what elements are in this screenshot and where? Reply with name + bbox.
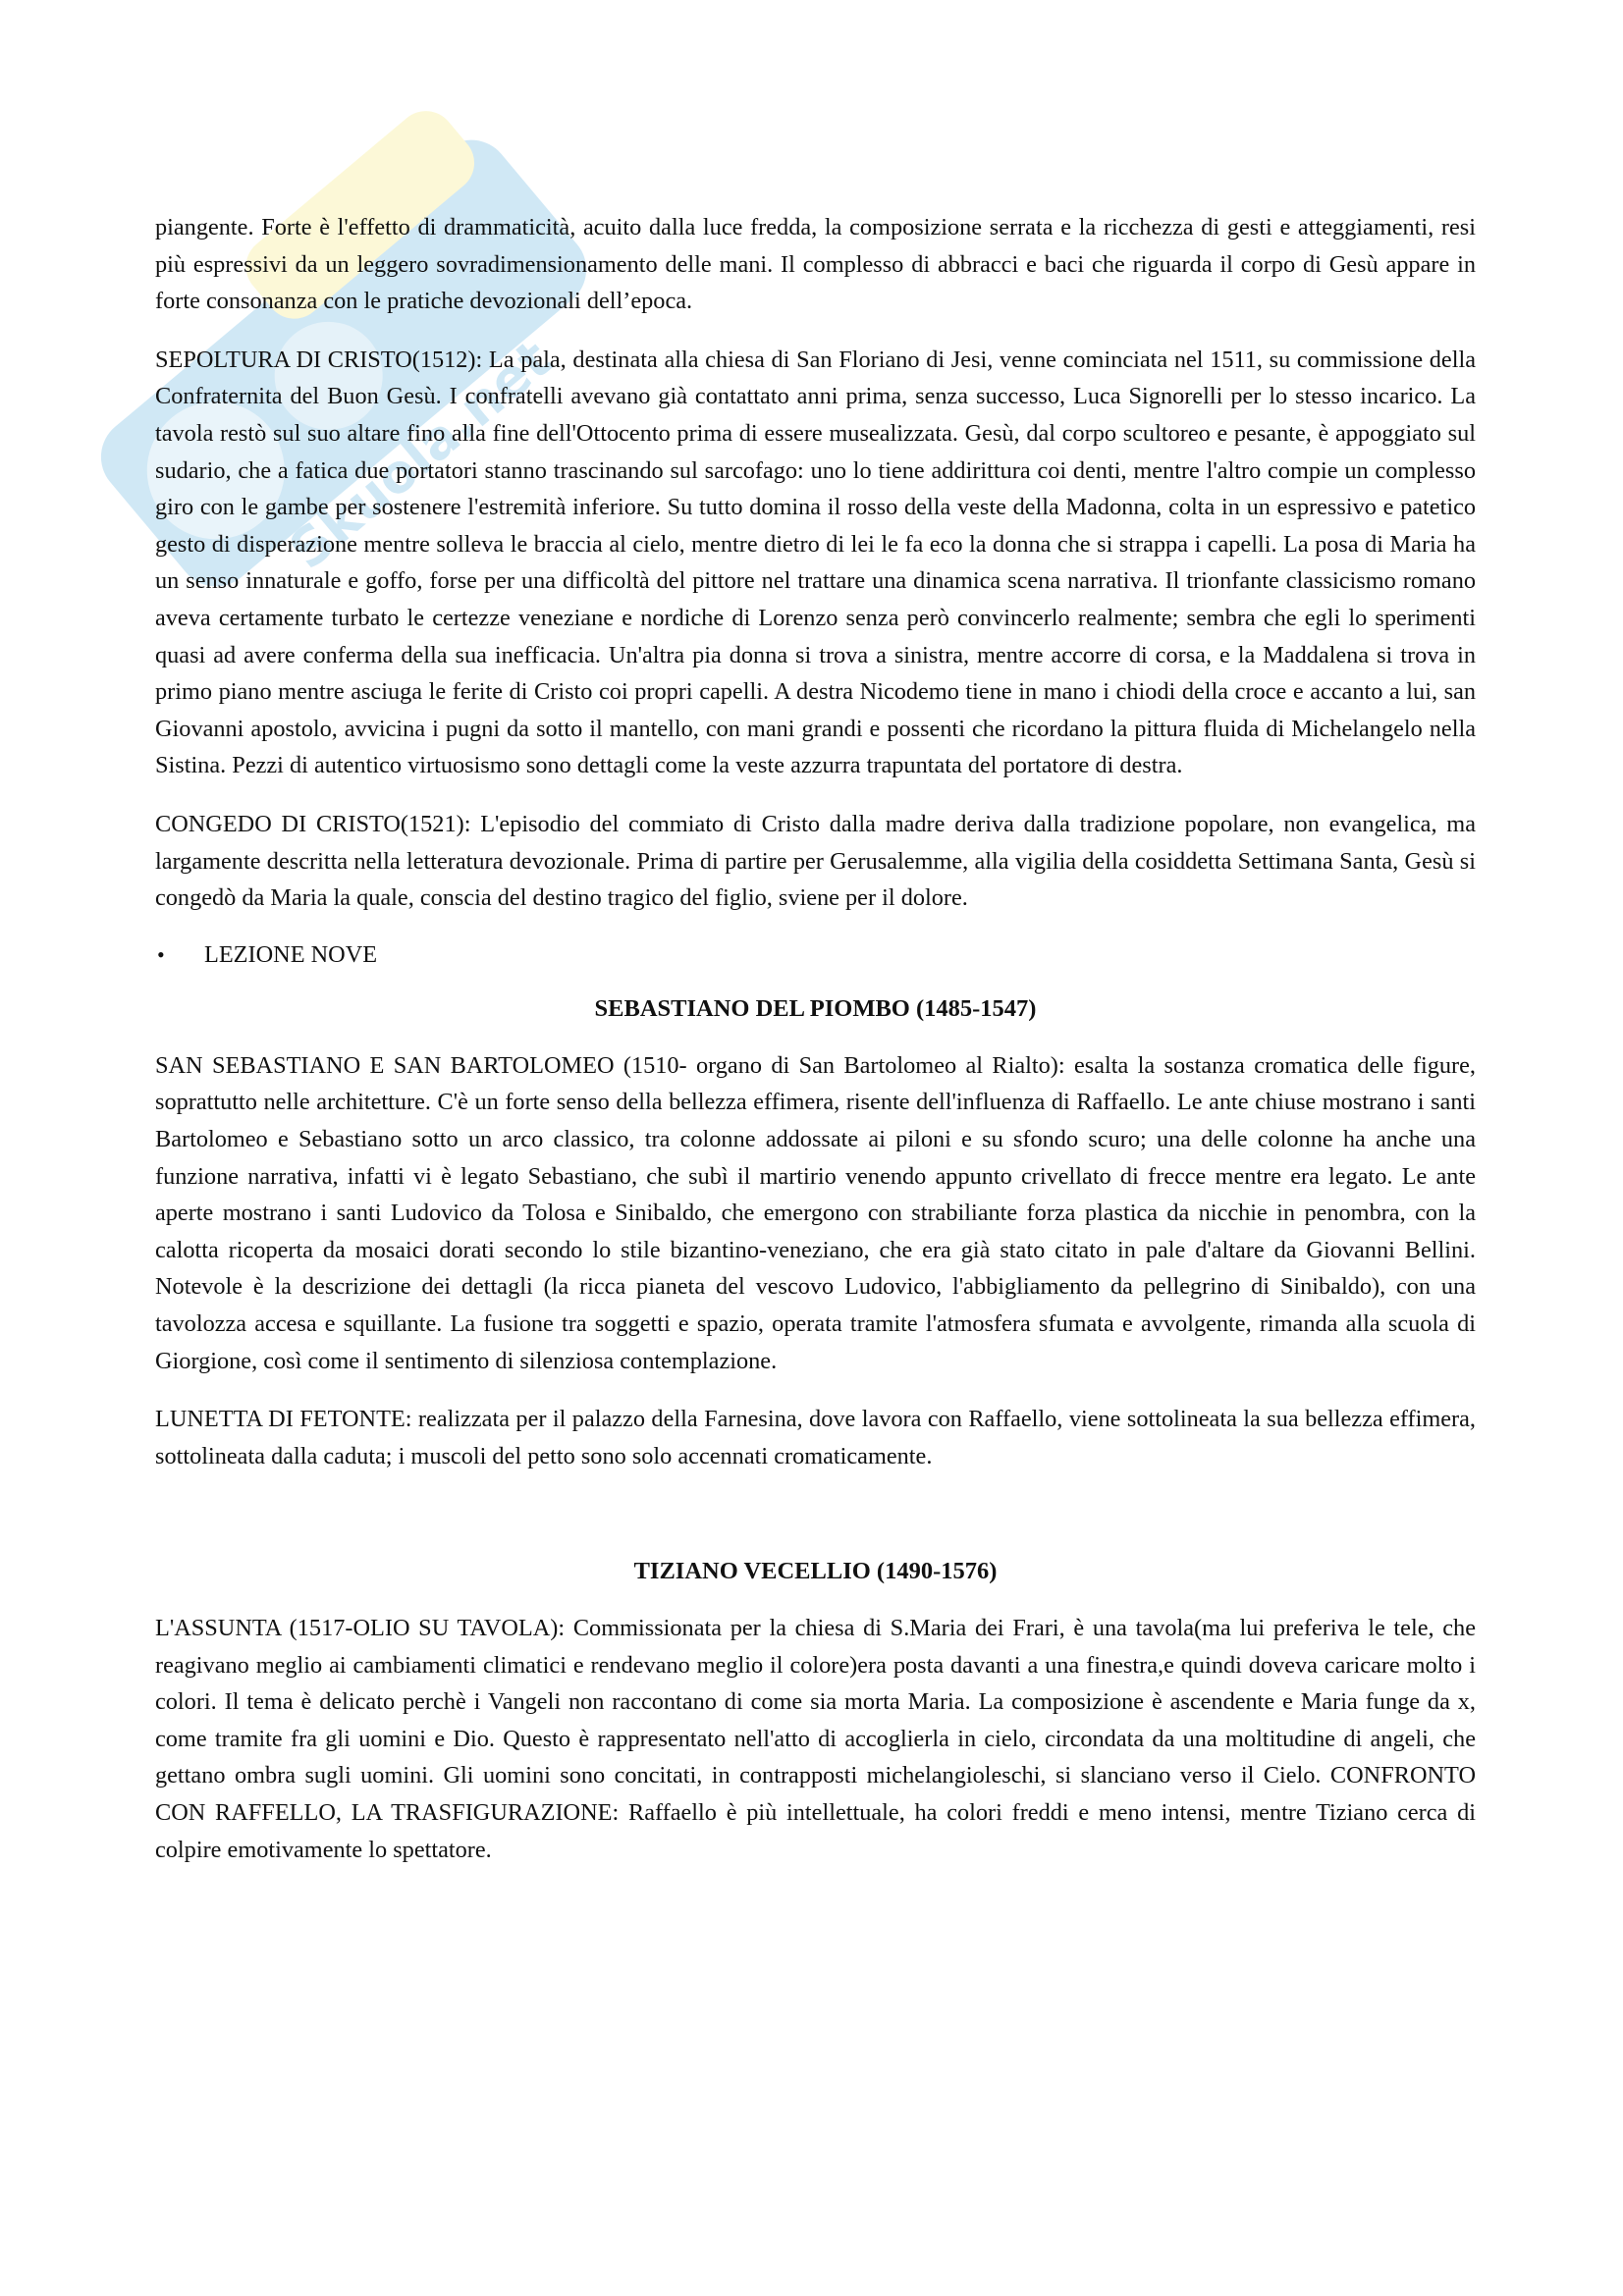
watermark-text: Skuola.net <box>277 327 564 582</box>
bullet-text: LEZIONE NOVE <box>204 940 378 968</box>
heading-sebastiano: SEBASTIANO DEL PIOMBO (1485-1547) <box>594 995 1037 1023</box>
bullet-icon: • <box>157 941 165 967</box>
document-page <box>155 209 1476 1890</box>
paragraph-sepoltura: SEPOLTURA DI CRISTO(1512): La pala, destinata alla chiesa di San Floriano di Jesi, venne cominciata nel 1511, su commissione della Confraternita del Buon Gesù. I confratelli avevano già contattato anni prima, senza successo, Luca Signorelli per lo stesso incarico. La tavola restò sul suo altare fino alla fine dell'Ottocento prima di essere musealizzata. Gesù, dal corpo scultoreo e pesante, è appoggiato sul sudario, che a fatica due portatori stanno trascinando sul sarcofago: uno lo tiene addirittura coi denti, mentre l'altro compie un complesso giro con le gambe per sostenere l'estremità inferiore. Su tutto domina il rosso della veste della Madonna, colta in un espressivo e patetico gesto di disperazione mentre solleva le braccia al cielo, mentre dietro di lei le fa eco la donna che si strappa i capelli. La posa di Maria ha un senso innaturale e goffo, forse per una difficoltà del pittore nel trattare una dinamica scena narrativa. Il trionfante classicismo romano aveva certamente turbato le certezze veneziane e nordiche di Lorenzo senza però convincerlo realmente; sembra che egli lo sperimenti quasi ad avere conferma della sua inefficacia. Un'altra pia donna si trova a sinistra, mentre accorre di corsa, e la Maddalena si trova in primo piano mentre asciuga le ferite di Cristo coi propri capelli. A destra Nicodemo tiene in mano i chiodi della croce e accanto a lui, san Giovanni apostolo, avvicina i pugni da sotto il mantello, con mani grandi e possenti che ricordano la pittura fluida di Michelangelo nella Sistina. Pezzi di autentico virtuosismo sono dettagli come la veste azzurra trapuntata del portatore di destra. <box>155 346 1476 779</box>
paragraph-congedo: CONGEDO DI CRISTO(1521): L'episodio del commiato di Cristo dalla madre deriva dalla tradizione popolare, non evangelica, ma largamente descritta nella letteratura devozionale. Prima di partire per Gerusalemme, alla vigilia della cosiddetta Settimana Santa, Gesù si congedò da Maria la quale, conscia del destino tragico del figlio, sviene per il dolore. <box>155 810 1476 912</box>
heading-tiziano: TIZIANO VECELLIO (1490-1576) <box>633 1558 998 1585</box>
bullet-item <box>155 936 1476 974</box>
paragraph-san-sebastiano: SAN SEBASTIANO E SAN BARTOLOMEO (1510- organo di San Bartolomeo al Rialto): esalta la sostanza cromatica delle figure, soprattutto nelle architetture. C'è un forte senso della bellezza effimera, risente dell'influenza di Raffaello. Le ante chiuse mostrano i santi Bartolomeo e Sebastiano sotto un arco classico, tra colonne addossate ai piloni e su sfondo scuro; una delle colonne ha anche una funzione narrativa, infatti vi è legato Sebastiano, che subì il martirio venendo appunto crivellato di frecce mentre era legato. Le ante aperte mostrano i santi Ludovico da Tolosa e Sinibaldo, che emergono con strabiliante forza plastica da nicchie in penombra, con la calotta ricoperta da mosaici dorati secondo lo stile bizantino-veneziano, che era già stato citato in pale d'altare da Giovanni Bellini. Notevole è la descrizione dei dettagli (la ricca pianeta del vescovo Ludovico, l'abbigliamento da pellegrino di Sinibaldo), con una tavolozza accesa e squillante. La fusione tra soggetti e spazio, operata tramite l'atmosfera sfumata e avvolgente, rimanda alla scuola di Giorgione, così come il sentimento di silenziosa contemplazione. <box>155 1051 1476 1374</box>
paragraph-deposition-end: piangente. Forte è l'effetto di drammaticità, acuito dalla luce fredda, la composizione serrata e la ricchezza di gesti e atteggiamenti, resi più espressivi da un leggero sovradimensionamento delle mani. Il complesso di abbracci e baci che riguarda il corpo di Gesù appare in forte consonanza con le pratiche devozionali dell’epoca. <box>155 214 1476 315</box>
paragraph-lunetta: LUNETTA DI FETONTE: realizzata per il palazzo della Farnesina, dove lavora con Raffaello, viene sottolineata la sua bellezza effimera, sottolineata dalla caduta; i muscoli del petto sono solo accennati cromaticamente. <box>155 1406 1476 1469</box>
paragraph-assunta: L'ASSUNTA (1517-OLIO SU TAVOLA): Commissionata per la chiesa di S.Maria dei Frari, è una tavola(ma lui preferiva le tele, che reagivano meglio ai cambiamenti climatici e rendevano meglio il colore)era posta davanti a una finestra,e quindi doveva caricare molto i colori. Il tema è delicato perchè i Vangeli non raccontano di come sia morta Maria. La composizione è ascendente e Maria funge da x, come tramite fra gli uomini e Dio. Questo è rappresentato nell'atto di accoglierla in cielo, circondata da una moltitudine di angeli, che gettano ombra sugli uomini. Gli uomini sono concitati, in contrapposti michelangioleschi, si slanciano verso il Cielo. CONFRONTO CON RAFFELLO, LA TRASFIGURAZIONE: Raffaello è più intellettuale, ha colori freddi e meno intensi, mentre Tiziano cerca di colpire emotivamente lo spettatore. <box>155 1615 1476 1863</box>
